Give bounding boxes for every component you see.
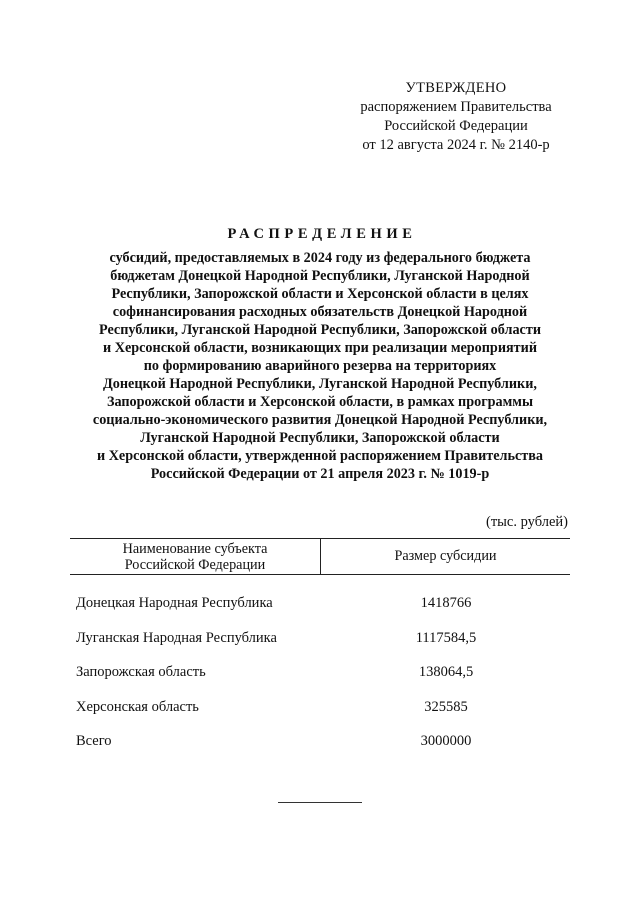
subsidy-table	[70, 538, 570, 768]
document-end-divider	[278, 802, 362, 803]
row-subsidy-amount: 3000000	[420, 733, 472, 749]
subtitle-line: субсидий, предоставляемых в 2024 году из федерального бюджета	[109, 250, 531, 266]
table-row	[70, 699, 570, 734]
subtitle-line: Луганской Народной Республики, Запорожской области	[140, 430, 500, 446]
approval-line-order: распоряжением Правительства	[360, 99, 552, 115]
subtitle-line: и Херсонской области, возникающих при реализации мероприятий	[102, 340, 537, 356]
row-subsidy-amount: 1418766	[420, 595, 472, 611]
row-subject-name: Донецкая Народная Республика	[76, 595, 273, 611]
subtitle-line: Запорожской области и Херсонской области, в рамках программы	[106, 394, 534, 410]
subtitle-line: и Херсонской области, утвержденной распоряжением Правительства	[96, 448, 544, 464]
approval-line-date-number: от 12 августа 2024 г. № 2140-р	[362, 137, 550, 153]
subtitle-line: Донецкой Народной Республики, Луганской Народной Республики,	[103, 376, 537, 392]
subtitle-line: Республики, Луганской Народной Республики, Запорожской области	[98, 322, 542, 338]
header-subject-name-line1: Наименование субъекта	[122, 541, 268, 557]
subtitle-line: социально-экономического развития Донецкой Народной Республики,	[92, 412, 548, 428]
subtitle-line: Российской Федерации от 21 апреля 2023 г. № 1019-р	[150, 466, 490, 482]
subtitle-line: Республики, Запорожской области и Херсонской области в целях	[111, 286, 529, 302]
table-header	[70, 538, 570, 575]
header-subject-name-line2: Российской Федерации	[124, 557, 266, 573]
document-subtitle	[70, 249, 570, 483]
table-body	[70, 575, 570, 768]
table-row	[70, 630, 570, 665]
row-subsidy-amount: 1117584,5	[415, 629, 477, 646]
row-subject-name: Луганская Народная Республика	[76, 629, 277, 646]
row-subject-name: Всего	[76, 733, 112, 749]
table-row	[70, 595, 570, 630]
row-subsidy-amount: 138064,5	[418, 664, 474, 680]
row-subject-name: Херсонская область	[76, 698, 199, 715]
approval-line-government: Российской Федерации	[384, 118, 528, 134]
table-row	[70, 664, 570, 699]
table-row-total	[70, 733, 570, 768]
approval-heading: УТВЕРЖДЕНО	[405, 80, 507, 96]
row-subject-name: Запорожская область	[76, 664, 206, 680]
document-title: РАСПРЕДЕЛЕНИЕ	[227, 226, 417, 242]
header-subsidy-amount: Размер субсидии	[394, 548, 497, 564]
row-subsidy-amount: 325585	[424, 698, 468, 715]
approval-block	[340, 79, 572, 155]
subtitle-line: софинансирования расходных обязательств Донецкой Народной	[112, 304, 528, 320]
subtitle-line: по формированию аварийного резерва на территориях	[143, 358, 497, 374]
header-subject-name	[70, 539, 320, 574]
unit-label: (тыс. рублей)	[486, 514, 568, 530]
subtitle-line: бюджетам Донецкой Народной Республики, Луганской Народной	[110, 268, 530, 284]
